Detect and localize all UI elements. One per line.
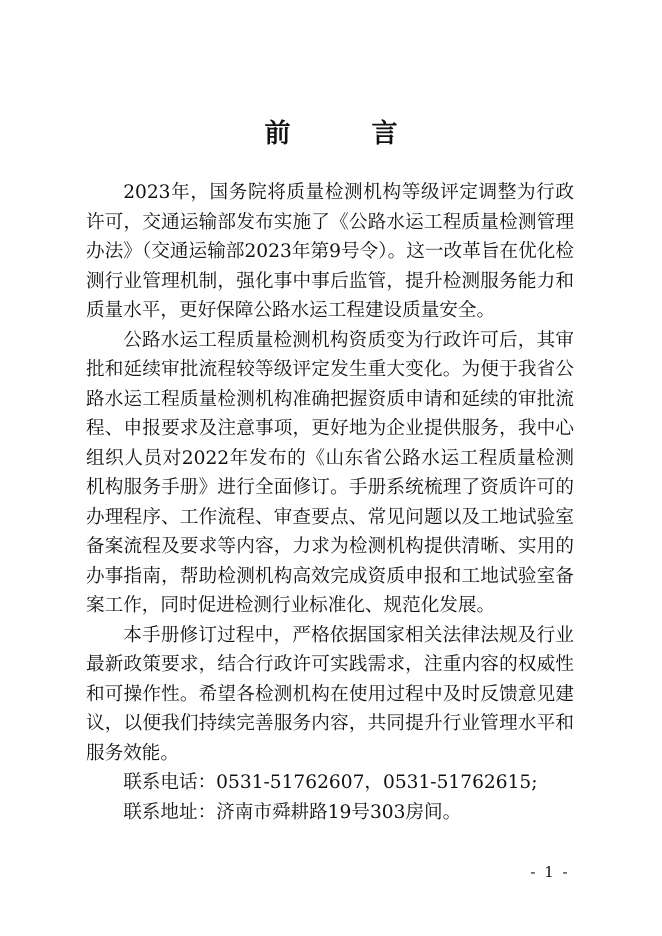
- document-body: [86, 178, 574, 827]
- paragraph-2: 公路水运工程质量检测机构资质变为行政许可后，其审批和延续审批流程较等级评定发生重大变化。为便于我省公路水运工程质量检测机构准确把握资质申请和延续的审批流程、申报要求及注意事项，更好地为企业提供服务，我中心组织人员对2022年发布的《山东省公路水运工程质量检测机构服务手册》进行全面修订。手册系统梳理了资质许可的办理程序、工作流程、审查要点、常见问题以及工地试验室备案流程及要求等内容，力求为检测机构提供清晰、实用的办事指南，帮助检测机构高效完成资质申报和工地试验室备案工作，同时促进检测行业标准化、规范化发展。: [86, 329, 574, 616]
- paragraph-1: 2023年，国务院将质量检测机构等级评定调整为行政许可，交通运输部发布实施了《公路水运工程质量检测管理办法》（交通运输部2023年第9号令）。这一改革旨在优化检测行业管理机制，强化事中事后监管，提升检测服务能力和质量水平，更好保障公路水运工程建设质量安全。: [86, 182, 574, 321]
- paragraph-3: 本手册修订过程中，严格依据国家相关法律法规及行业最新政策要求，结合行政许可实践需求，注重内容的权威性和可操作性。希望各检测机构在使用过程中及时反馈意见建议，以便我们持续完善服务内容，共同提升行业管理水平和服务效能。: [86, 624, 574, 764]
- page-title: 前 言: [264, 119, 434, 149]
- contact-phone: 联系电话：0531-51762607，0531-51762615;: [123, 772, 538, 793]
- page-number: - 1 -: [530, 863, 570, 881]
- contact-address: 联系地址：济南市舜耕路19号303房间。: [123, 801, 462, 823]
